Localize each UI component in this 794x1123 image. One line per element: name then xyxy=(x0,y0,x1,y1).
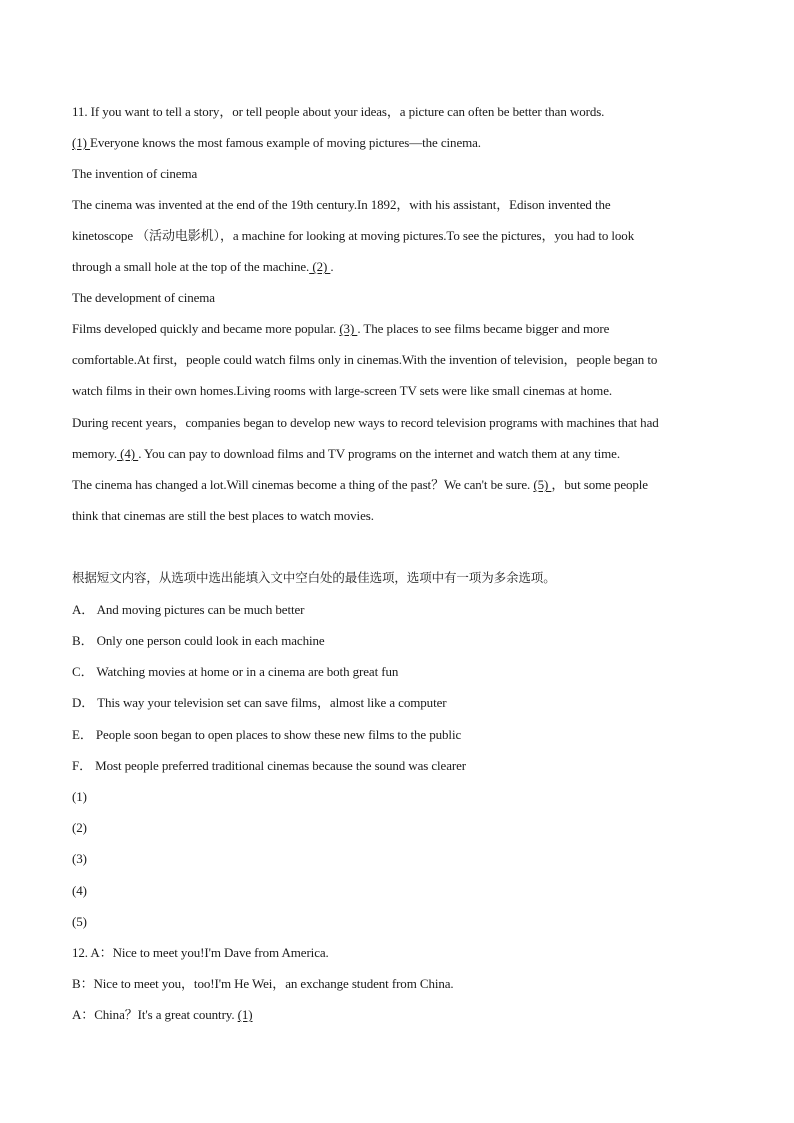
q11-passage-line-4: The cinema was invented at the end of the 19th century.In 1892，with his assistant，Edison invented the xyxy=(72,197,611,212)
q11-passage-line-6 xyxy=(72,258,334,276)
option-a[interactable]: A． And moving pictures can be much better xyxy=(72,602,305,617)
answer-slot-1[interactable]: (1) xyxy=(72,789,87,804)
answer-slot-3[interactable]: (3) xyxy=(72,851,87,866)
line12-text: memory. xyxy=(72,446,118,461)
blank-1[interactable]: (1) xyxy=(72,135,91,150)
line6-end: . xyxy=(330,259,334,274)
option-e[interactable]: E． People soon began to open places to show these new films to the public xyxy=(72,727,462,742)
option-f[interactable]: F． Most people preferred traditional cinemas because the sound was clearer xyxy=(72,758,467,773)
blank-2[interactable]: (2) xyxy=(309,259,331,274)
q12-blank-1[interactable]: (1) xyxy=(237,1007,253,1022)
q12-dialogue-line-3 xyxy=(72,1006,253,1024)
q11-passage-line-11: During recent years，companies began to develop new ways to record television programs with machines that had xyxy=(72,415,659,430)
option-b[interactable]: B． Only one person could look in each machine xyxy=(72,633,325,648)
q12-line3-text: A：China？It's a great country. xyxy=(72,1007,238,1022)
q12-dialogue-line-2: B：Nice to meet you，too!I'm He Wei，an exchange student from China. xyxy=(72,976,454,991)
q11-intro-line: 11. If you want to tell a story，or tell people about your ideas，a picture can often be better than words. xyxy=(72,104,605,119)
q11-passage-line-12 xyxy=(72,445,620,463)
line2-text: Everyone knows the most famous example of moving pictures—the cinema. xyxy=(90,135,481,150)
blank-3[interactable]: (3) xyxy=(339,321,358,336)
line6-text: through a small hole at the top of the machine. xyxy=(72,259,310,274)
q11-passage-line-8 xyxy=(72,320,609,338)
q11-passage-line-2 xyxy=(72,134,481,152)
q11-passage-line-14: think that cinemas are still the best places to watch movies. xyxy=(72,508,374,523)
line13-text: The cinema has changed a lot.Will cinemas become a thing of the past？We can't be sure. xyxy=(72,477,534,492)
q11-passage-line-13 xyxy=(72,476,648,494)
line13-end: ，but some people xyxy=(551,477,648,492)
q12-dialogue-line-1: 12. A：Nice to meet you!I'm Dave from America. xyxy=(72,945,329,960)
answer-slot-5[interactable]: (5) xyxy=(72,914,87,929)
line8-text: Films developed quickly and became more popular. xyxy=(72,321,340,336)
line8-end: . The places to see films became bigger and more xyxy=(357,321,610,336)
section-heading-invention: The invention of cinema xyxy=(72,166,198,181)
blank-4[interactable]: (4) xyxy=(117,446,139,461)
option-d[interactable]: D． This way your television set can save films，almost like a computer xyxy=(72,695,447,710)
option-c[interactable]: C． Watching movies at home or in a cinema are both great fun xyxy=(72,664,399,679)
answer-slot-2[interactable]: (2) xyxy=(72,820,87,835)
line12-end: . You can pay to download films and TV programs on the internet and watch them at any time. xyxy=(138,446,620,461)
section-heading-development: The development of cinema xyxy=(72,290,215,305)
q11-passage-line-10: watch films in their own homes.Living rooms with large-screen TV sets were like small cinemas at home. xyxy=(72,383,613,398)
q11-passage-line-9: comfortable.At first，people could watch films only in cinemas.With the invention of television，people began to xyxy=(72,352,658,367)
q11-passage-line-5: kinetoscope （活动电影机），a machine for looking at moving pictures.To see the pictures，you had to look xyxy=(72,228,635,243)
blank-5[interactable]: (5) xyxy=(533,477,552,492)
instruction-text: 根据短文内容，从选项中选出能填入文中空白处的最佳选项，选项中有一项为多余选项。 xyxy=(72,570,556,585)
answer-slot-4[interactable]: (4) xyxy=(72,883,87,898)
